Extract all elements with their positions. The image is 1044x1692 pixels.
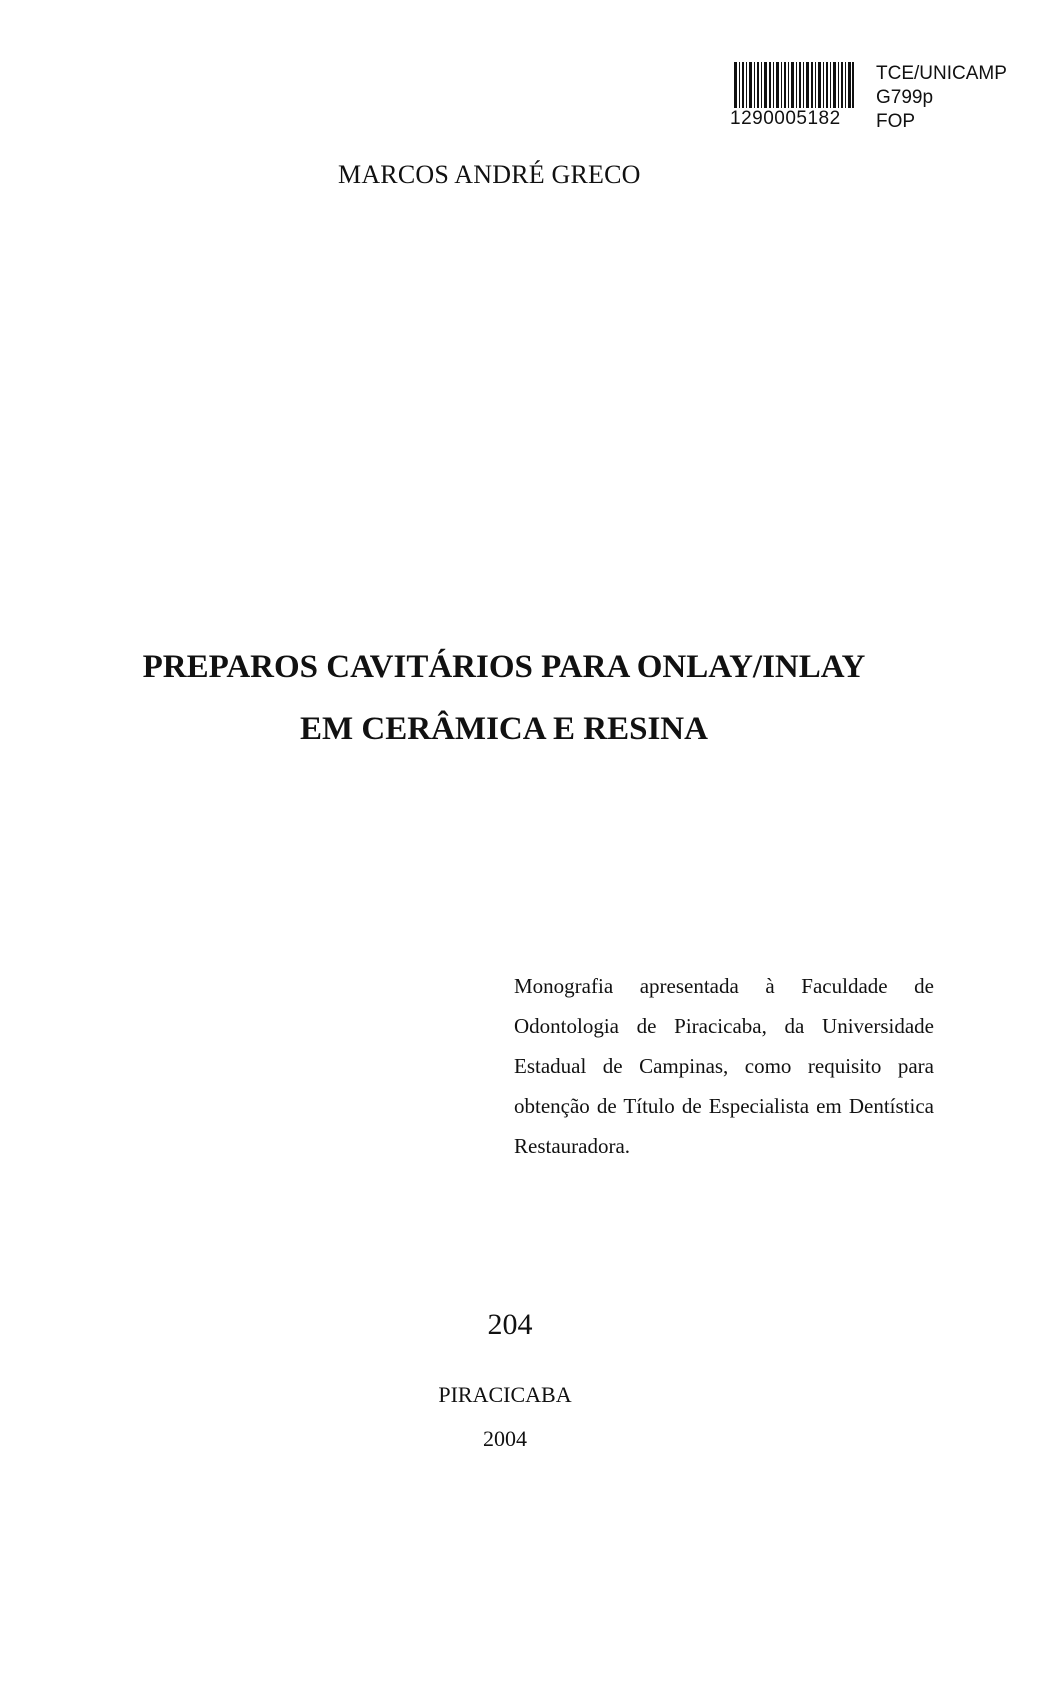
catalog-line-unit: FOP (876, 111, 916, 132)
catalog-line-call-number: G799p (876, 87, 934, 108)
catalog-line-library: TCE/UNICAMP (876, 63, 1007, 84)
page-number: 204 (487, 1308, 533, 1341)
document-title (0, 636, 1008, 760)
city: PIRACICABA (438, 1382, 572, 1407)
author-name: MARCOS ANDRÉ GRECO (338, 160, 641, 189)
catalog-reference (876, 62, 1007, 134)
year: 2004 (483, 1426, 527, 1451)
title-line-2: EM CERÂMICA E RESINA (300, 711, 708, 747)
barcode (734, 62, 854, 108)
title-line-1: PREPAROS CAVITÁRIOS PARA ONLAY/INLAY (142, 649, 866, 685)
monograph-description: Monografia apresentada à Faculdade de Odontologia de Piracicaba, da Universidade Estadual de Campinas, como requisito para obtenção de Título de Especialista em Dentística Restauradora. (514, 974, 934, 1158)
barcode-number: 1290005182 (730, 108, 841, 129)
